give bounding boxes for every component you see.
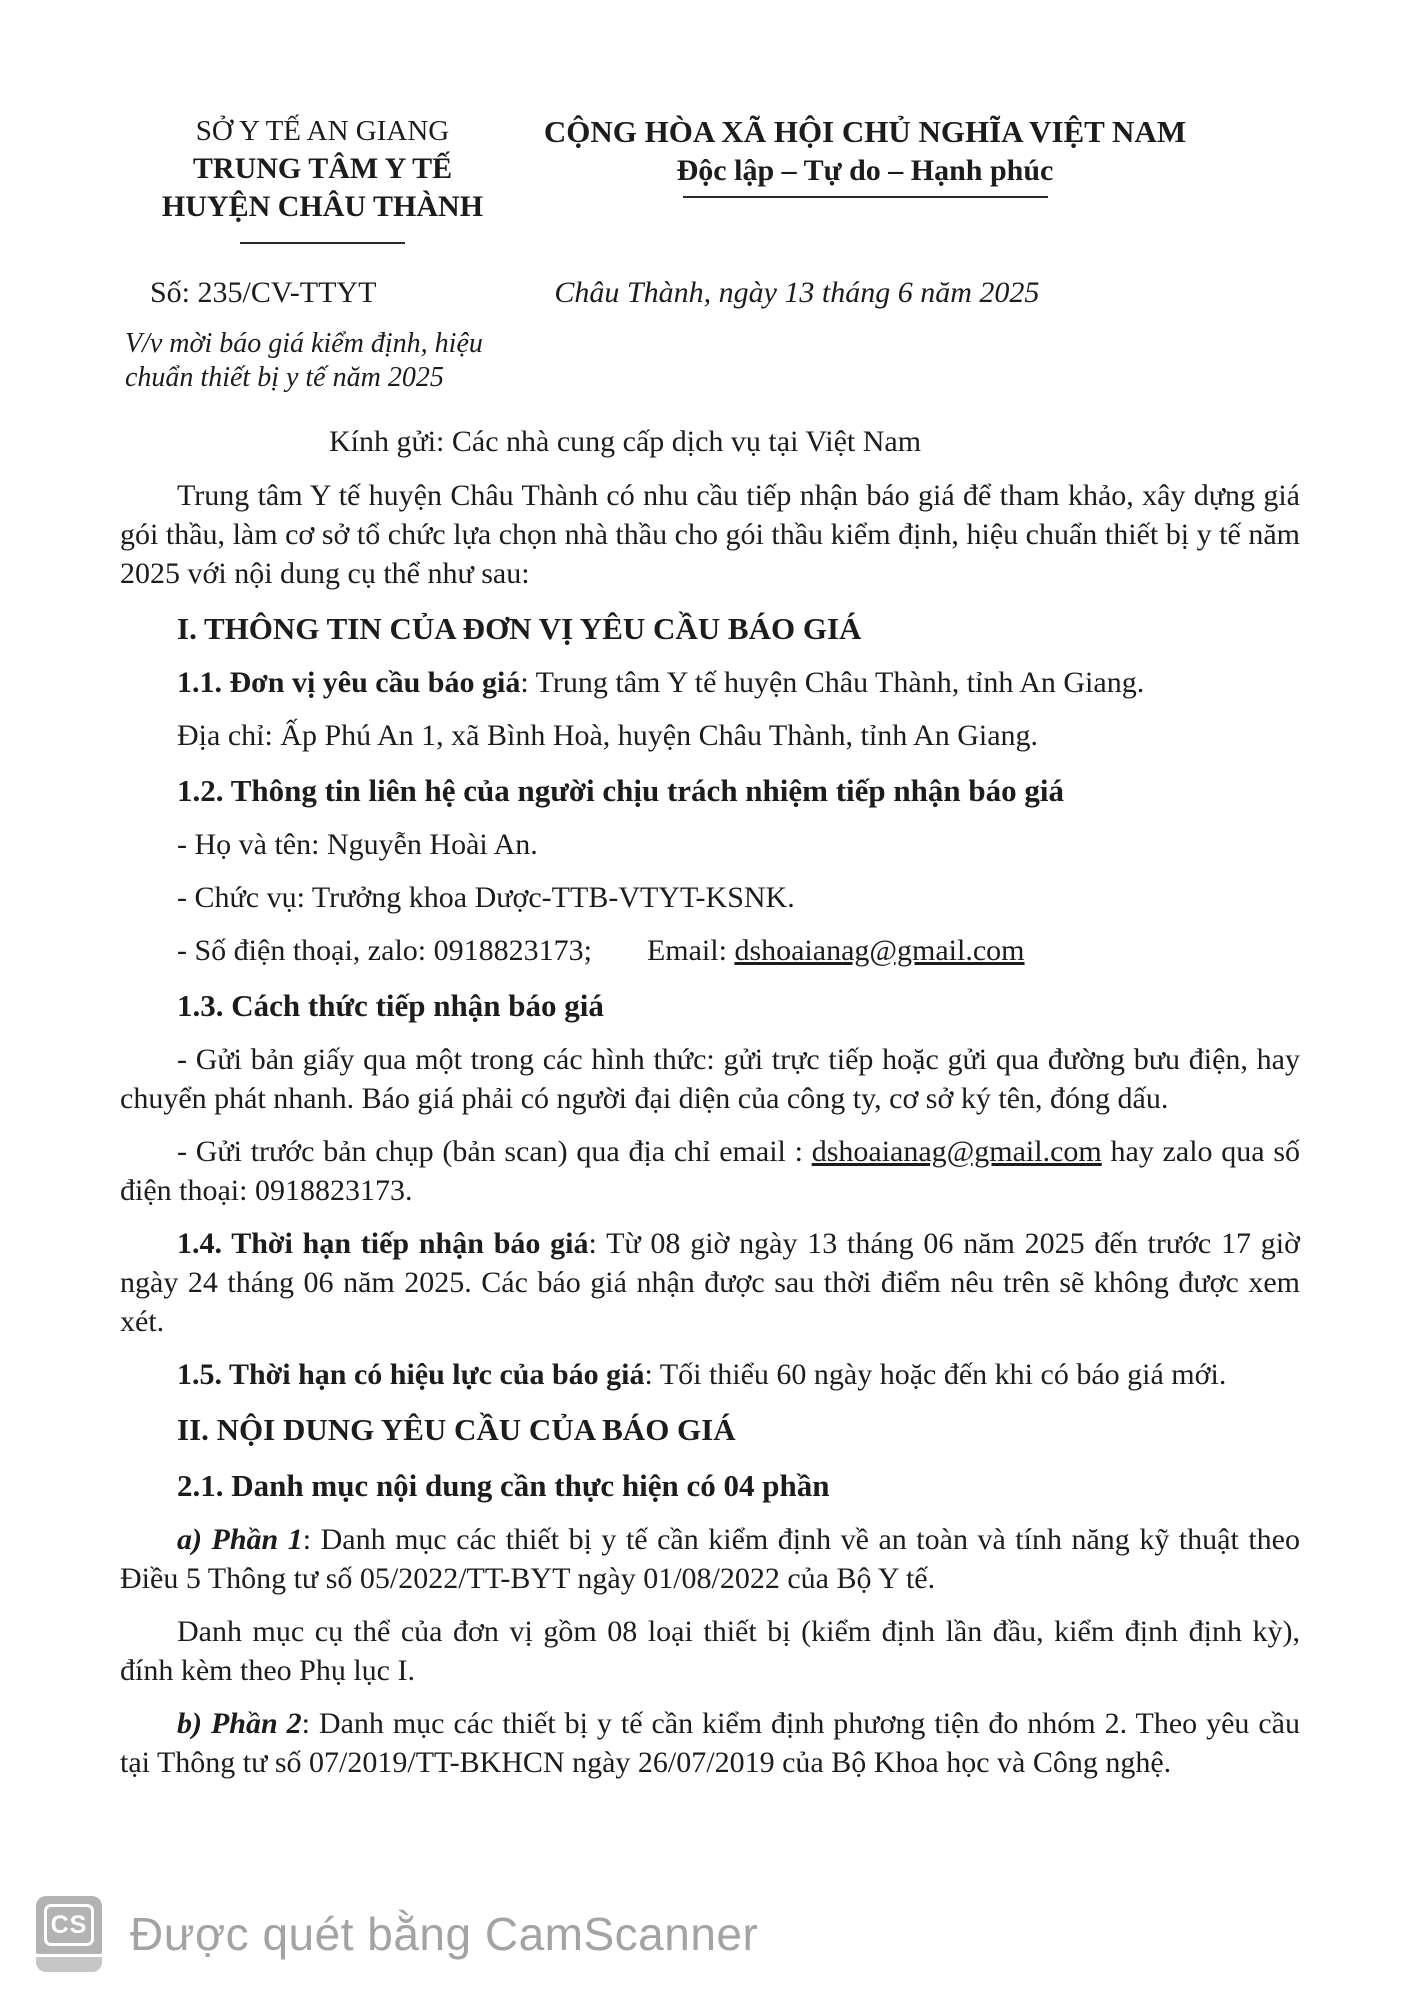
- contact-name-line: - Họ và tên: Nguyễn Hoài An.: [177, 828, 538, 861]
- section-2-heading: II. NỘI DUNG YÊU CẦU CỦA BÁO GIÁ: [177, 1412, 736, 1447]
- contact-phone: - Số điện thoại, zalo: 0918823173;: [177, 934, 592, 967]
- item-2-1-heading: 2.1. Danh mục nội dung cần thực hiện có 04 phần: [177, 1468, 830, 1503]
- subject-line-1: V/v mời báo giá kiểm định, hiệu: [125, 328, 483, 359]
- item-1-2-heading: 1.2. Thông tin liên hệ của người chịu trách nhiệm tiếp nhận báo giá: [177, 773, 1064, 808]
- intro-paragraph: Trung tâm Y tế huyện Châu Thành có nhu cầu tiếp nhận báo giá để tham khảo, xây dựng giá gói thầu, làm cơ sở tổ chức lựa chọn nhà thầu cho gói thầu kiểm định, hiệu chuẩn thiết bị y tế năm 2025 với nội dung cụ thể như sau:: [120, 479, 1300, 590]
- camscanner-watermark-text: Được quét bằng CamScanner: [130, 1908, 759, 1960]
- org-divider-line: [240, 242, 405, 244]
- contact-email-link[interactable]: dshoaianag@gmail.com: [734, 934, 1025, 967]
- org-name-line-2: HUYỆN CHÂU THÀNH: [161, 190, 484, 223]
- part-b-label: b) Phần 2: [177, 1707, 302, 1740]
- document-header: [120, 112, 1300, 244]
- delivery-scan-paragraph: [120, 1132, 1300, 1210]
- national-motto: Độc lập – Tự do – Hạnh phúc: [676, 154, 1054, 187]
- part-a-label: a) Phần 1: [177, 1523, 303, 1556]
- subject-line-2: chuẩn thiết bị y tế năm 2025: [125, 362, 444, 393]
- part-b-paragraph: [120, 1704, 1300, 1782]
- camscanner-icon-tab: [36, 1957, 102, 1972]
- camscanner-footer: [36, 1896, 758, 1972]
- part-b-value: : Danh mục các thiết bị y tế cần kiểm định phương tiện đo nhóm 2. Theo yêu cầu tại Thông tư số 07/2019/TT-BKHCN ngày 26/07/2019 của Bộ Khoa học và Công nghệ.: [120, 1707, 1300, 1779]
- address-line: Địa chỉ: Ấp Phú An 1, xã Bình Hoà, huyện Châu Thành, tỉnh An Giang.: [177, 719, 1039, 752]
- document-subject: [125, 327, 505, 395]
- item-1-1: [120, 663, 1300, 702]
- item-1-1-value: : Trung tâm Y tế huyện Châu Thành, tỉnh An Giang.: [520, 666, 1145, 699]
- org-name-line-1: TRUNG TÂM Y TẾ: [192, 152, 453, 185]
- part-a-note-paragraph: Danh mục cụ thể của đơn vị gồm 08 loại thiết bị (kiểm định lần đầu, kiểm định định kỳ), đính kèm theo Phụ lục I.: [120, 1615, 1300, 1687]
- part-a-paragraph: [120, 1520, 1300, 1598]
- document-meta-row: [120, 273, 1300, 313]
- national-title: CỘNG HÒA XÃ HỘI CHỦ NGHĨA VIỆT NAM: [543, 114, 1187, 149]
- contact-phone-email-line: [120, 931, 1300, 970]
- item-1-4-value: : Từ 08 giờ ngày 13 tháng 06 năm 2025 đến trước 17 giờ ngày 24 tháng 06 năm 2025. Các báo giá nhận được sau thời điểm nêu trên sẽ không được xem xét.: [120, 1227, 1300, 1338]
- item-1-5-value: : Tối thiểu 60 ngày hoặc đến khi có báo giá mới.: [644, 1358, 1227, 1391]
- document-number: Số: 235/CV-TTYT: [150, 276, 377, 309]
- contact-title-line: - Chức vụ: Trưởng khoa Dược-TTB-VTYT-KSNK.: [177, 881, 795, 914]
- section-1-heading: I. THÔNG TIN CỦA ĐƠN VỊ YÊU CẦU BÁO GIÁ: [177, 611, 862, 646]
- item-1-1-label: 1.1. Đơn vị yêu cầu báo giá: [177, 666, 521, 699]
- part-a-value: : Danh mục các thiết bị y tế cần kiểm định về an toàn và tính năng kỹ thuật theo Điều 5 Thông tư số 05/2022/TT-BYT ngày 01/08/2022 của Bộ Y tế.: [120, 1523, 1301, 1595]
- salutation: Kính gửi: Các nhà cung cấp dịch vụ tại Việt Nam: [328, 425, 922, 458]
- org-parent-name: SỞ Y TẾ AN GIANG: [195, 115, 450, 147]
- place-and-date: Châu Thành, ngày 13 tháng 6 năm 2025: [554, 276, 1040, 309]
- camscanner-icon: [36, 1896, 102, 1972]
- scan-email-link[interactable]: dshoaianag@gmail.com: [811, 1135, 1102, 1168]
- issuing-org-block: [120, 112, 525, 244]
- camscanner-icon-label: CS: [44, 1904, 94, 1946]
- scan-paragraph-before: - Gửi trước bản chụp (bản scan) qua địa chỉ email :: [177, 1135, 812, 1168]
- item-1-4: [120, 1224, 1300, 1341]
- contact-email-group: [647, 934, 1025, 967]
- delivery-paper-paragraph: - Gửi bản giấy qua một trong các hình thức: gửi trực tiếp hoặc gửi qua đường bưu điện, hay chuyển phát nhanh. Báo giá phải có người đại diện của công ty, cơ sở ký tên, đóng dấu.: [120, 1043, 1300, 1115]
- item-1-5-label: 1.5. Thời hạn có hiệu lực của báo giá: [177, 1358, 645, 1391]
- national-header-block: [535, 112, 1195, 198]
- scan-paragraph-after: hay zalo qua số điện thoại: 0918823173.: [120, 1135, 1300, 1207]
- item-1-4-label: 1.4. Thời hạn tiếp nhận báo giá: [177, 1227, 589, 1260]
- motto-divider-line: [683, 196, 1048, 198]
- email-label: Email:: [646, 934, 735, 967]
- item-1-5: [120, 1355, 1300, 1394]
- item-1-3-heading: 1.3. Cách thức tiếp nhận báo giá: [177, 988, 604, 1023]
